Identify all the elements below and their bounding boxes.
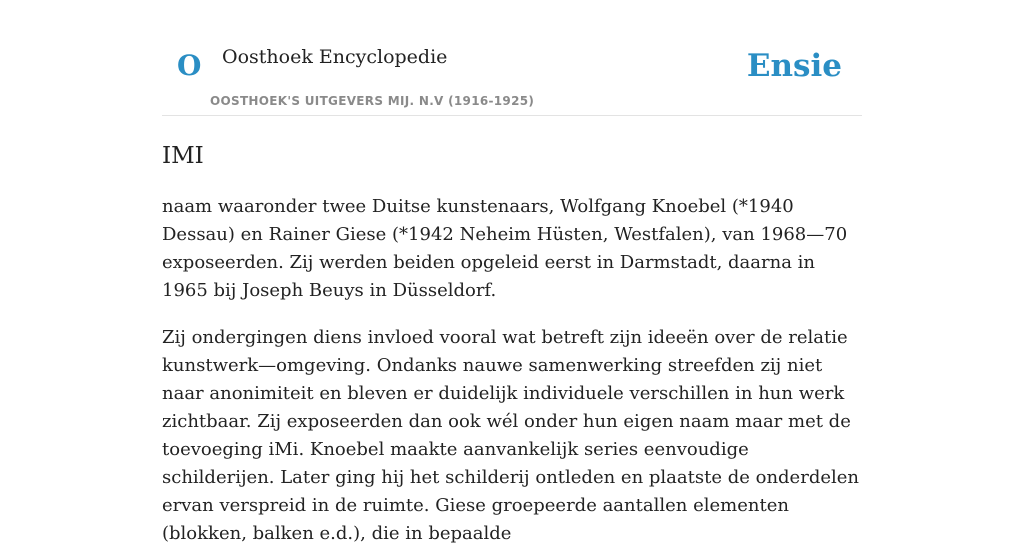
entry-title: IMI: [162, 143, 204, 169]
article-paragraph-2: Zij ondergingen diens invloed vooral wat betreft zijn ideeën over de relatie kunstwerk—omgeving. Ondanks nauwe samenwerking streefden zij niet naar anonimiteit en bleven er duidelijk individuele verschillen in hun werk zichtbaar. Zij exposeerden dan ook wél onder hun eigen naam maar met de toevoeging iMi. Knoebel maakte aanvankelijk series eenvoudige schilderijen. Later ging hij het schilderij ontleden en plaatste de onderdelen ervan verspreid in de ruimte. Giese groepeerde aantallen elementen (blokken, balken e.d.), die in bepaalde: [162, 326, 859, 544]
page: [162, 0, 862, 548]
site-header: [162, 0, 862, 116]
brand-logo[interactable]: Ensie: [746, 48, 842, 84]
logo-mark[interactable]: O: [177, 49, 202, 82]
article-paragraph-1: naam waaronder twee Duitse kunstenaars, Wolfgang Knoebel (*1940 Dessau) en Rainer Giese (*1942 Neheim Hüsten, Westfalen), van 1968—70 exposeerden. Zij werden beiden opgeleid eerst in Darmstadt, daarna in 1965 bij Joseph Beuys in Düsseldorf.: [162, 195, 848, 301]
publisher-label: OOSTHOEK'S UITGEVERS MIJ. N.V (1916-1925): [210, 94, 535, 108]
site-title[interactable]: Oosthoek Encyclopedie: [222, 46, 448, 68]
